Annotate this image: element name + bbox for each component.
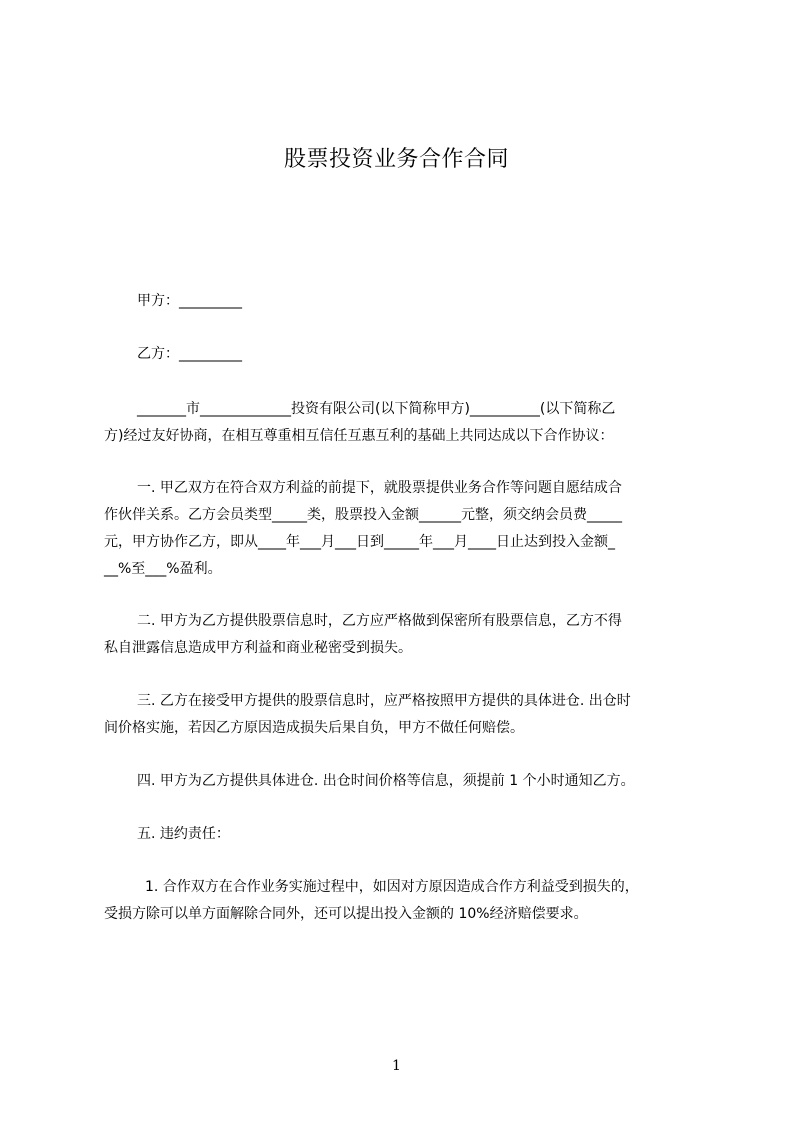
clause5-heading: 五. 违约责任： xyxy=(137,826,230,842)
clause2-line-2: 私自泄露信息造成甲方利益和商业秘密受到损失。 xyxy=(104,640,412,656)
clause1-line-4: __%至___%盈利。 xyxy=(104,561,222,577)
clause3-line-2: 间价格实施，若因乙方原因造成损失后果自负，甲方不做任何赔偿。 xyxy=(104,720,524,736)
clause5-item1-line-2: 受损方除可以单方面解除合同外，还可以提出投入金额的 10%经济赔偿要求。 xyxy=(104,906,588,922)
clause1-line-2: 作伙伴关系。乙方会员类型_____类，股票投入金额______元整，须交纳会员费_____ xyxy=(104,507,622,523)
clause5-item1-line-1: 1. 合作双方在合作业务实施过程中，如因对方原因造成合作方利益受到损失的， xyxy=(145,879,639,895)
intro-line-1: _______市_____________投资有限公司(以下简称甲方)__________(以下简称乙 xyxy=(137,401,616,417)
party-a-line: 甲方：_________ xyxy=(137,293,242,309)
clause1-line-3: 元，甲方协作乙方，即从____年___月___日到_____年___月____日止达到投入金额_ xyxy=(104,534,615,550)
clause3-line-1: 三. 乙方在接受甲方提供的股票信息时，应严格按照甲方提供的具体进仓. 出仓时 xyxy=(137,693,631,709)
party-b-line: 乙方：_________ xyxy=(137,346,242,362)
clause1-line-1: 一. 甲乙双方在符合双方利益的前提下，就股票提供业务合作等问题自愿结成合 xyxy=(137,480,622,496)
document-title: 股票投资业务合作合同 xyxy=(283,147,509,172)
page-number: 1 xyxy=(392,1058,401,1074)
clause2-line-1: 二. 甲方为乙方提供股票信息时，乙方应严格做到保密所有股票信息，乙方不得 xyxy=(137,613,622,629)
clause4-line-1: 四. 甲方为乙方提供具体进仓. 出仓时间价格等信息，须提前 1 个小时通知乙方。 xyxy=(137,773,635,789)
intro-line-2: 方)经过友好协商，在相互尊重相互信任互惠互利的基础上共同达成以下合作协议： xyxy=(104,428,614,444)
